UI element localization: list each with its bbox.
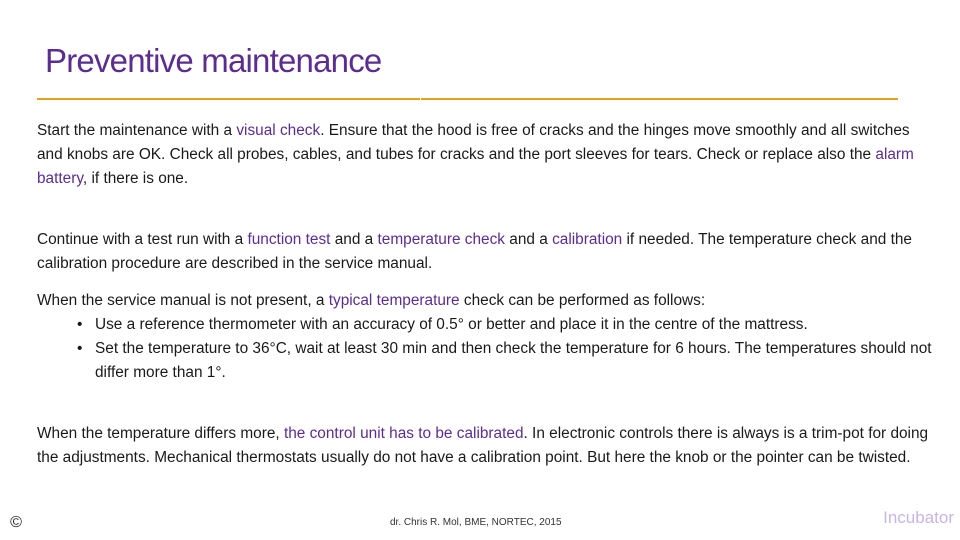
text-run: . Ensure that the hood is free of cracks and the hinges move smoothly and all switches and knobs are OK. Check all probes, cables, and tubes for cracks and the port sleeves for tears. Check or replace also the [37,122,910,163]
highlight-alarm-battery: alarm battery [37,146,914,187]
text-run: check can be performed as follows: [459,292,706,309]
title-underline-right [421,98,898,100]
text-run: if needed. The temperature check and the calibration procedure are described in the service manual. [37,231,912,272]
highlight-calibration: calibration [552,231,623,248]
text-run: Start the maintenance with a [37,122,237,139]
highlight-visual-check: visual check [236,122,321,139]
slide-title: Preventive maintenance [45,42,382,79]
text-run: Continue with a test run with a [37,231,248,248]
highlight-temperature-check: temperature check [377,231,505,248]
text-run: and a [330,231,378,248]
text-run: When the temperature differs more, [37,425,284,442]
paragraph-typical-check [37,289,932,385]
paragraph-visual-check [37,119,932,191]
text-run: . In electronic controls there is always is a trim-pot for doing the adjustments. Mechanical thermostats usually do not have a calibration point. But here the knob or the pointer can be twisted. [37,425,929,466]
list-item: • Use a reference thermometer with an accuracy of 0.5° or better and place it in the centre of the mattress. [37,313,932,337]
text-run: When the service manual is not present, a [37,292,329,309]
list-item: • Set the temperature to 36°C, wait at least 30 min and then check the temperature for 6 hours. The temperatures should not differ more than 1°. [37,337,932,385]
text-run: and a [505,231,553,248]
paragraph-test-run [37,228,932,276]
footer-topic: Incubator [883,508,954,527]
highlight-typical-temperature: typical temperature [328,292,460,309]
highlight-control-unit: the control unit has to be calibrated [283,425,524,442]
copyright-symbol: © [0,510,32,540]
text-run: , if there is one. [82,170,189,187]
bullet-list [37,313,932,385]
highlight-function-test: function test [247,231,331,248]
title-underline-left [37,98,420,100]
footer-credit: dr. Chris R. Mol, BME, NORTEC, 2015 [390,517,562,528]
paragraph-calibration [37,422,932,470]
